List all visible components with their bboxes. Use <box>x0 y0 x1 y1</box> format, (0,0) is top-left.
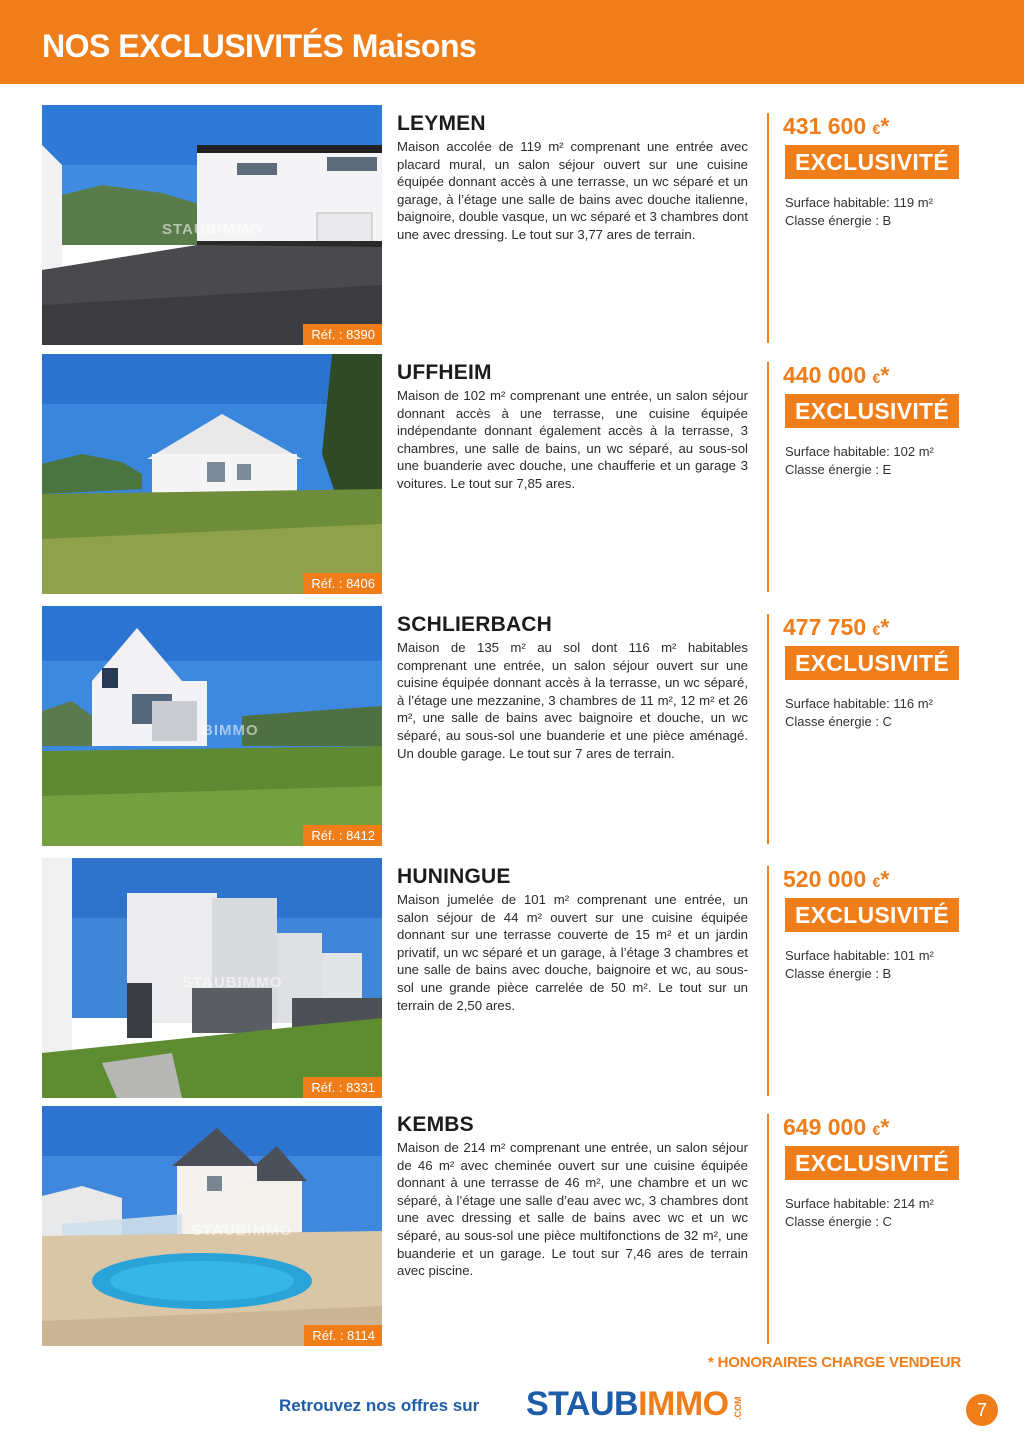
reference-badge: Réf. : 8412 <box>303 825 382 846</box>
living-area: Surface habitable: 116 m² <box>785 696 933 711</box>
living-area: Surface habitable: 102 m² <box>785 444 934 459</box>
living-area: Surface habitable: 119 m² <box>785 195 933 210</box>
price-asterisk: * <box>880 113 890 139</box>
living-area: Surface habitable: 214 m² <box>785 1196 934 1211</box>
energy-class: Classe énergie : C <box>785 714 892 729</box>
listing-price <box>783 113 889 140</box>
listing-description: Maison accolée de 119 m² comprenant une entrée avec placard mural, un salon séjour ouvert sur une cuisine équipée donnant accès à une terrasse, un wc séparé et un garage, à l’étage une salle de bains avec douche italienne, baignoire, double vasque, un wc séparé et 3 chambres dont une avec dressing. Le tout sur 3,77 ares de terrain. <box>397 139 748 242</box>
listing-card[interactable] <box>0 858 1024 1106</box>
listing-price <box>783 614 889 641</box>
price-value: 440 000 <box>783 362 867 388</box>
listing-price <box>783 1114 889 1141</box>
listing-price <box>783 866 889 893</box>
reference-badge: Réf. : 8114 <box>304 1325 382 1346</box>
property-photo[interactable] <box>42 105 382 345</box>
listing-title: KEMBS <box>397 1113 474 1136</box>
listing-card[interactable] <box>0 1106 1024 1354</box>
energy-class: Classe énergie : E <box>785 462 892 477</box>
logo-part-staub: STAUB <box>526 1385 639 1423</box>
listing-title: SCHLIERBACH <box>397 613 553 636</box>
divider <box>767 113 769 343</box>
divider <box>767 1114 769 1344</box>
exclusivity-badge: EXCLUSIVITÉ <box>785 646 959 680</box>
exclusivity-badge: EXCLUSIVITÉ <box>785 394 959 428</box>
fees-footnote: * HONORAIRES CHARGE VENDEUR <box>708 1354 961 1371</box>
property-photo[interactable] <box>42 858 382 1098</box>
energy-class: Classe énergie : B <box>785 213 892 228</box>
currency-symbol: € <box>872 874 881 890</box>
logo-domain-suffix: .COM <box>733 1396 743 1420</box>
divider <box>767 614 769 844</box>
property-photo[interactable] <box>42 606 382 846</box>
listing-card[interactable] <box>0 606 1024 854</box>
price-asterisk: * <box>880 362 890 388</box>
listing-title: UFFHEIM <box>397 361 492 384</box>
listing-card[interactable] <box>0 105 1024 353</box>
reference-badge: Réf. : 8406 <box>303 573 382 594</box>
listing-card[interactable] <box>0 354 1024 602</box>
price-value: 477 750 <box>783 614 867 640</box>
price-value: 520 000 <box>783 866 867 892</box>
property-photo[interactable] <box>42 354 382 594</box>
listing-title: LEYMEN <box>397 112 486 135</box>
photo-watermark: STAUBIMMO <box>182 974 283 991</box>
listing-description: Maison jumelée de 101 m² comprenant une entrée, un salon séjour de 44 m² ouvert sur une cuisine équipée donnant sur une terrasse couverte de 15 m² et un jardin privatif, un wc séparé et un garage, à l’étage 3 chambres et une salle de bains avec douche, baignoire et wc, au sous-sol une grande pièce carrelée de 50 m². Le tout sur un terrain de 2,50 ares. <box>397 892 748 1013</box>
exclusivity-badge: EXCLUSIVITÉ <box>785 1146 959 1180</box>
reference-badge: Réf. : 8331 <box>303 1077 382 1098</box>
photo-watermark: BIMMO <box>202 722 259 739</box>
living-area: Surface habitable: 101 m² <box>785 948 934 963</box>
listing-description: Maison de 102 m² comprenant une entrée, un salon séjour donnant accès à une terrasse, une cuisine équipée indépendante donnant également accès à la terrasse, 3 chambres, une salle de bains, un wc séparé, au sous-sol une buanderie avec douche, une chaufferie et un garage 3 voitures. Le tout sur 7,85 ares. <box>397 388 748 491</box>
divider <box>767 362 769 592</box>
exclusivity-badge: EXCLUSIVITÉ <box>785 145 959 179</box>
energy-class: Classe énergie : B <box>785 966 892 981</box>
price-asterisk: * <box>880 866 890 892</box>
divider <box>767 866 769 1096</box>
price-asterisk: * <box>880 614 890 640</box>
staubimmo-logo[interactable] <box>526 1385 729 1424</box>
page-header <box>0 0 1024 84</box>
property-photo[interactable] <box>42 1106 382 1346</box>
price-value: 431 600 <box>783 113 867 139</box>
currency-symbol: € <box>872 1122 881 1138</box>
photo-watermark: STAUBIMMO <box>162 221 263 238</box>
currency-symbol: € <box>872 121 881 137</box>
currency-symbol: € <box>872 622 881 638</box>
logo-part-immo: IMMO <box>638 1385 729 1423</box>
page-number: 7 <box>966 1394 998 1426</box>
page-title: NOS EXCLUSIVITÉS Maisons <box>42 28 477 64</box>
footer-text: Retrouvez nos offres sur <box>279 1396 480 1415</box>
listing-title: HUNINGUE <box>397 865 511 888</box>
reference-badge: Réf. : 8390 <box>303 324 382 345</box>
currency-symbol: € <box>872 370 881 386</box>
listing-description: Maison de 214 m² comprenant une entrée, un salon séjour de 46 m² avec cheminée ouvert sur une cuisine équipée donnant à une terrasse de 46 m², une chambre et un wc séparé, à l’étage une salle d’eau avec wc, 3 chambres dont une avec dressing et salle de bains avec wc et un wc séparé, au sous-sol une pièce multifonctions de 32 m², une buanderie et un garage. Le tout sur 7,46 ares de terrain avec piscine. <box>397 1140 748 1279</box>
price-asterisk: * <box>880 1114 890 1140</box>
energy-class: Classe énergie : C <box>785 1214 892 1229</box>
listing-price <box>783 362 889 389</box>
price-value: 649 000 <box>783 1114 867 1140</box>
exclusivity-badge: EXCLUSIVITÉ <box>785 898 959 932</box>
listing-description: Maison de 135 m² au sol dont 116 m² habitables comprenant une entrée, un salon séjour ouvert sur une cuisine équipée donnant accès à la terrasse, un wc séparé, à l’étage une mezzanine, 3 chambres de 11 m², 12 m² et 26 m², une salle de bains avec baignoire et douche, un wc séparé, au sous-sol une buanderie et une pièce aménagé. Un double garage. Le tout sur 7 ares de terrain. <box>397 640 748 761</box>
photo-watermark: STAUBIMMO <box>192 1222 293 1239</box>
